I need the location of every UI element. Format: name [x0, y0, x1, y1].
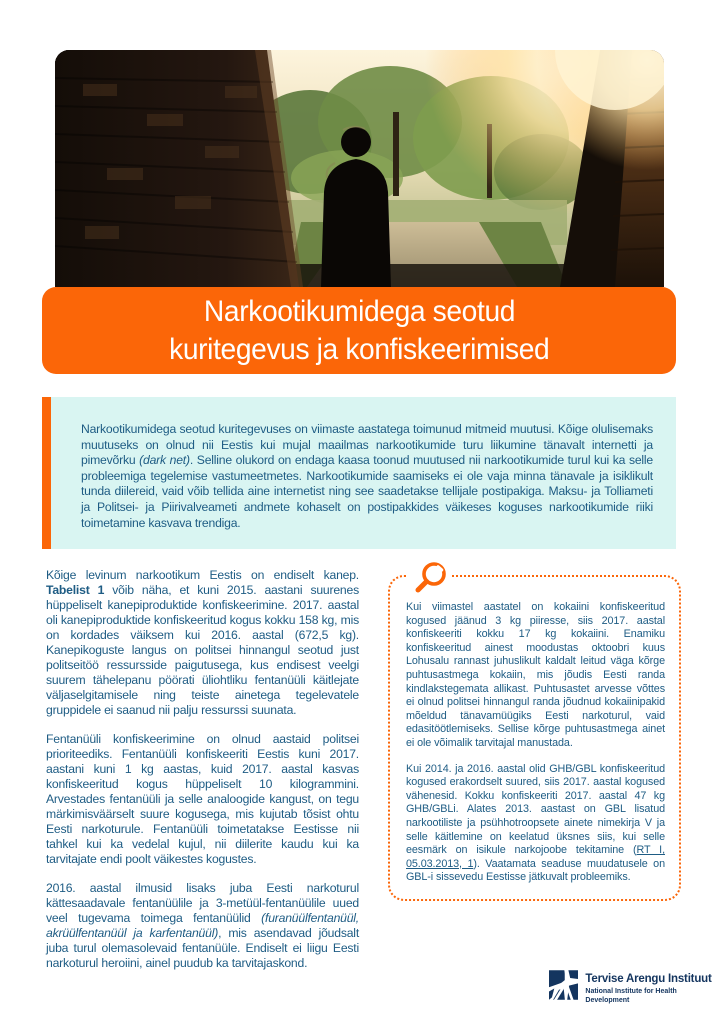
logo-subtitle: National Institute for Health Development	[585, 988, 677, 1004]
tai-pinwheel-icon	[549, 970, 578, 1000]
logo-title: Tervise Arengu Instituut	[585, 973, 712, 985]
logo-text-block	[585, 970, 720, 1005]
tunnel-silhouette-illustration	[55, 50, 664, 287]
body-left-column	[46, 568, 359, 985]
paragraph-fentanuul: Fentanüüli konfiskeerimine on olnud aastaid politsei prioriteediks. Fentanüüli konfiskeeriti Eestis kuni 2017. aastani kuni 1 kg aastas, kuid 2017. aastal kasvas konfiskeeritud kogus hüppeliselt 10 kilogrammini. Arvestades fentanüüli ja selle analoogide kangust, on tegu märkimisväärselt suure kogusega, mis kujutab tõsist ohtu Eesti narkoturule. Fentanüüli toimetatakse Eestisse nii tahkel kui ka vedelal kujul, nii diilerite kaudu kui ka tarvitajate endi poolt väikestes kogustes.	[46, 732, 359, 866]
hero-photo	[55, 50, 664, 287]
magnifier-icon	[408, 558, 452, 596]
page-title-line2: kuritegevus ja konfiskeerimised	[168, 332, 550, 366]
paragraph-uued-fentanuulid: 2016. aastal ilmusid lisaks juba Eesti narkoturul kättesaadavale fentanüülile ja 3-metüül-fentanüülile uued veel tugevama toimega fentanüülid (furanüülfentanüül, akrüülfentanüül ja karfentanüül), mis asendavad jõudsalt juba turul olemasolevaid fentanüüle. Endiselt ei liigu Eesti narkoturul heroiini, ainel puudub ka tarvitajaskond.	[46, 881, 360, 970]
page-title-line1: Narkootikumidega seotud	[203, 294, 515, 328]
fentanyl-analogues-italic: (furanüülfentanüül, akrüülfentanüül ja karfentanüül)	[46, 911, 359, 940]
tabelist-1-ref: Tabelist 1	[46, 583, 105, 597]
tai-logo	[549, 970, 720, 1005]
rt-law-link[interactable]: RT I, 05.03.2013, 1	[406, 844, 665, 870]
paragraph-kokaiin: Kui viimastel aastatel on kokaiini konfiskeeritud kogused jäänud 3 kg piiresse, siis 2017. aastal konfiskeeriti kokku 17 kg kokaiini. Enamiku konfiskeeritud ainest moodustas oktoobri kuus Lohusalu rannast juhuslikult kaldalt leitud väga kõrge puhtusastmega kokaiin, mis jõudis Eesti randa kindlakstegemata allikast. Puhtusastet arvesse võttes ei olnud politsei hinnangul randa jõudnud kokaiinipakid mõeldud tänavamüügiks Eesti narkoturul, vaid edasitöötlemiseks. Sellise kõrge puhtusastmega ainet ei ole võimalik tarvitajal manustada.	[406, 601, 665, 749]
intro-italic-darknet: (dark net)	[139, 453, 190, 468]
title-banner	[42, 287, 676, 374]
intro-text: Narkootikumidega seotud kuritegevuses on viimaste aastatega toimunud mitmeid muutusi. Kõige olulisemaks muutuseks on olnud nii Eestis kui mujal maailmas narkootikumide turu liikumine tänavalt internetti ja pimevõrku (dark net). Selline olukord on endaga kaasa toonud muutused nii narkootikumide turul kui ka selle probleemiga tegelemise vastumeetmetes. Narkootikumide saamiseks ei ole vaja minna tänavale ja isiklikult tunda diilereid, vaid võib tellida aine internetist ning see saadetakse tellijale postipakiga. Maksu- ja Tolliameti ja Politsei- ja Piirivalveameti andmete kohaselt on postipakkides väikeses koguses narkootikumide riiki toimetamine kasvava trendiga.	[81, 422, 654, 530]
intro-box	[42, 397, 676, 549]
paragraph-kanep: Kõige levinum narkootikum Eestis on endiselt kanep. Tabelist 1 võib näha, et kuni 2015. aastani suurenes hüppeliselt kanepiproduktide konfiskeerimine. 2017. aastal oli kanepiproduktide konfiskeeritud kogus kokku 158 kg, mis on kordades väiksem kui 2016. aastal (672,5 kg). Kanepikoguste langus on politsei hinnangul seotud just politseitöö ressursside paigutusega, kus endisest veelgi suurem tähelepanu pöörati üliohtliku fentanüüli käitlejate väljaselgitamisele ning teiste ainetega tegelevatele gruppidele ei saanud nii palju ressurssi suunata.	[46, 568, 359, 717]
info-box	[388, 575, 681, 901]
paragraph-ghb-gbl: Kui 2014. ja 2016. aastal olid GHB/GBL konfiskeeritud kogused erakordselt suured, siis 2017. aastal kogused vähenesid. Kokku konfiskeeriti 2017. aastal 47 kg GHB/GBLi. Alates 2013. aastast on GBL lisatud narkootiliste ja psühhotroopsete ainete nimekirja V ja selle käitlemine on keelatud üksnes siis, kui selle eesmärk on isikule narkojoobe tekitamine (RT I, 05.03.2013, 1). Vaatamata seaduse muudatusele on GBL-i sissevedu Eestisse jätkuvalt probleemiks.	[406, 762, 665, 884]
